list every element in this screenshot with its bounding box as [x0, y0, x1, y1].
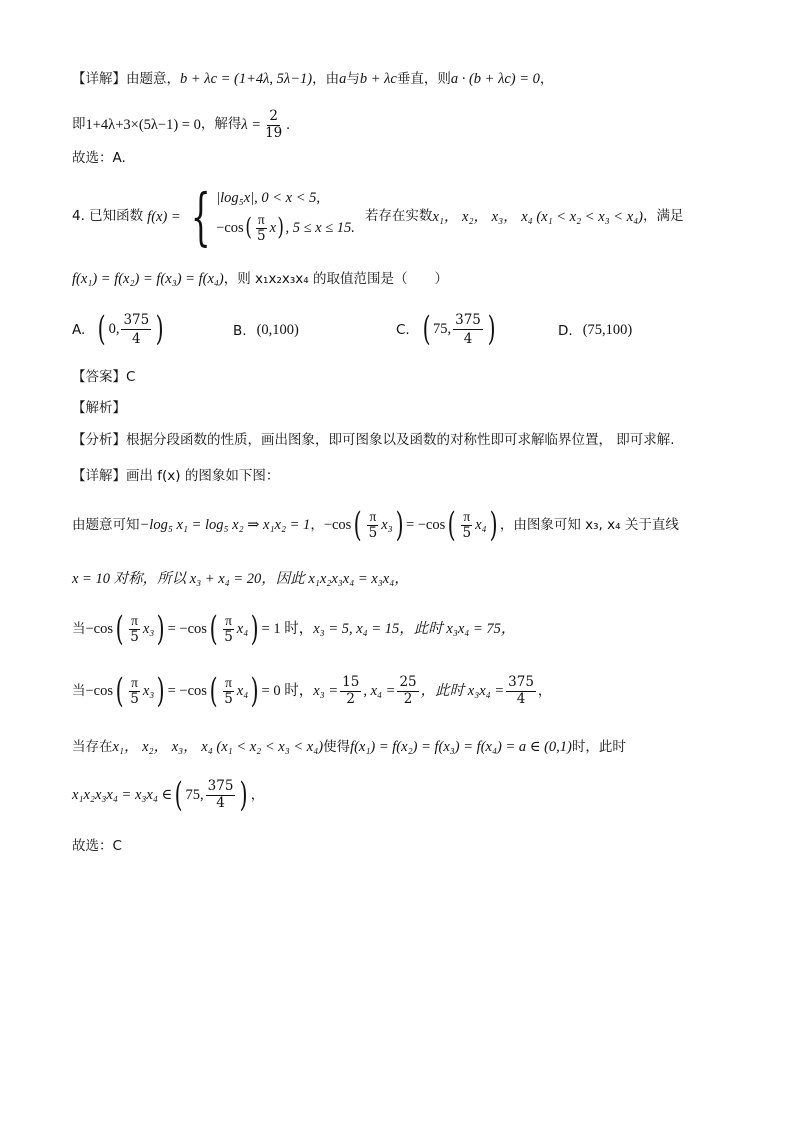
- detail-line-1: [72, 72, 553, 87]
- text: ，: [537, 682, 552, 699]
- option-d[interactable]: [558, 322, 632, 339]
- numerator: π: [131, 613, 138, 629]
- answer-line: [72, 371, 135, 385]
- text: ，由图象可知 x₃, x₄ 关于直线: [499, 516, 679, 533]
- question-4-cont: [72, 272, 448, 287]
- denominator: 4: [216, 794, 225, 811]
- paren: (: [447, 505, 456, 545]
- denominator: 2: [346, 690, 356, 707]
- dot-product-equation: a · (b + λc) = 0: [450, 71, 540, 87]
- detail-label: 【详解】由题意，: [72, 70, 180, 87]
- analysis-text: 【解析】: [72, 400, 126, 416]
- paren: ): [157, 609, 165, 649]
- text: 当: [72, 682, 86, 699]
- paren: (: [115, 609, 124, 649]
- numerator: 375: [508, 674, 534, 691]
- text: 当存在: [72, 738, 113, 755]
- detail2-line: [72, 470, 279, 484]
- fraction: [340, 676, 361, 706]
- choice-text: 故选：A.: [72, 150, 126, 166]
- piecewise-cases: [216, 191, 355, 244]
- function-name: f(x) =: [147, 208, 181, 225]
- paren: ): [489, 505, 498, 545]
- text: 垂直，则: [396, 70, 451, 87]
- text: ，满足: [643, 208, 684, 225]
- pi-over-5: [367, 510, 380, 540]
- variable: x: [269, 220, 277, 236]
- numerator: π: [131, 675, 138, 691]
- paren: ): [395, 505, 404, 545]
- paren: (: [209, 609, 218, 649]
- text: , x₄ =: [363, 683, 396, 700]
- denominator: 5: [462, 524, 472, 541]
- paren: ): [250, 671, 259, 711]
- variables: x₁， x₂， x₃， x₄ (x₁ < x₂ < x₃ < x₄): [432, 208, 644, 225]
- pi-over-5: [222, 676, 235, 706]
- text: 由题意可知: [72, 516, 140, 533]
- variable: x₄: [236, 621, 249, 638]
- denominator: 4: [463, 331, 473, 347]
- solution-line-3: [72, 609, 516, 649]
- solution-line-4: [72, 671, 552, 711]
- text: = −cos: [167, 683, 207, 700]
- variables: x₁， x₂， x₃， x₄ (x₁ < x₂ < x₃ < x₄): [112, 739, 324, 755]
- denominator: 5: [257, 227, 266, 244]
- paren: (: [174, 775, 183, 815]
- variable: x₄: [475, 517, 487, 534]
- text: −cos: [85, 683, 114, 700]
- question-label: 4. 已知函数: [72, 208, 144, 225]
- detail-line-2: [72, 110, 290, 140]
- text: 时，此时: [571, 738, 626, 755]
- pi-over-5: [255, 213, 268, 243]
- option-c[interactable]: [396, 309, 498, 350]
- denominator: 2: [403, 690, 413, 707]
- variable: x₄: [236, 683, 249, 700]
- text: 即: [72, 116, 86, 133]
- vector-sum: b + λc: [359, 71, 397, 87]
- option-value: (75,100): [582, 322, 633, 338]
- analysis-heading: [72, 402, 126, 416]
- variable: x₃: [142, 621, 155, 638]
- text: ，由: [312, 70, 340, 87]
- solution-line-2: [72, 572, 409, 587]
- equation: 1+4λ+3×(5λ−1) = 0: [85, 116, 201, 133]
- text: x₃ = 5, x₄ = 15，此时 x₃x₄ = 75，: [313, 621, 516, 638]
- paren: ): [240, 775, 249, 815]
- option-label: C.: [396, 321, 410, 338]
- paren: (: [353, 505, 362, 545]
- case-2: [216, 213, 355, 243]
- option-value: (0,100): [256, 322, 299, 338]
- paren: (: [209, 671, 218, 711]
- pi-over-5: [222, 614, 235, 644]
- case-1: |log₅x|, 0 < x < 5,: [216, 189, 321, 206]
- text: −cos: [216, 220, 244, 236]
- denominator: 19: [265, 124, 283, 141]
- answer-text: 【答案】C: [72, 369, 136, 385]
- text: = 0 时，: [261, 683, 314, 700]
- text: 75,: [185, 787, 204, 804]
- text: −cos: [323, 517, 352, 534]
- equation: f(x₁) = f(x₂) = f(x₃) = f(x₄) = a ∈ (0,1): [350, 739, 572, 755]
- text: .: [286, 116, 290, 133]
- text: ，: [310, 516, 324, 533]
- text: ，此时 x₃x₄ =: [420, 683, 505, 700]
- choose-line-2: [72, 840, 122, 854]
- variable: x₃: [381, 517, 393, 534]
- text: = −cos: [167, 621, 207, 638]
- text: 当: [72, 620, 86, 637]
- denominator: 5: [130, 690, 139, 707]
- paren: (: [97, 309, 106, 350]
- text: 使得: [323, 738, 351, 755]
- fraction: [506, 676, 536, 706]
- detail2-text: 【详解】画出 f(x) 的图象如下图：: [72, 468, 280, 484]
- brace-symbol: {: [190, 180, 211, 253]
- text: 75,: [432, 321, 452, 337]
- solution-line-5: [72, 740, 626, 755]
- fraction: [453, 312, 483, 347]
- numerator: 15: [342, 674, 360, 691]
- choose-line-1: [72, 152, 126, 166]
- numerator: π: [463, 509, 471, 525]
- numerator: 375: [207, 778, 234, 795]
- lambda-fraction: [263, 110, 284, 140]
- numerator: 2: [269, 108, 278, 124]
- pi-over-5: [461, 510, 474, 540]
- fraction: [397, 676, 418, 706]
- text: ，: [539, 70, 554, 87]
- text: x₁x₂x₃x₄ = x₃x₄ ∈: [72, 787, 173, 804]
- fenxi-text: 【分析】根据分段函数的性质，画出图象，即可图象以及函数的对称性即可求解临界位置， 即可求解.: [72, 432, 675, 448]
- text: = −cos: [405, 517, 446, 534]
- question-4: [72, 180, 684, 253]
- paren: (: [115, 671, 124, 711]
- denominator: 5: [224, 628, 233, 645]
- option-label: A.: [72, 321, 86, 338]
- paren: ): [250, 609, 259, 649]
- pi-over-5: [128, 676, 141, 706]
- option-label: D.: [558, 322, 573, 339]
- denominator: 4: [132, 331, 141, 347]
- vector-a: a: [339, 71, 347, 87]
- solution-line-1: [72, 505, 679, 545]
- paren: (: [245, 213, 252, 242]
- variable: x₃: [142, 683, 155, 700]
- text: x₃ =: [313, 683, 339, 700]
- denominator: 5: [224, 690, 233, 707]
- text: 若存在实数: [364, 208, 433, 225]
- option-a[interactable]: [72, 309, 166, 350]
- equation: f(x₁) = f(x₂) = f(x₃) = f(x₄): [72, 271, 224, 287]
- numerator: π: [225, 675, 232, 691]
- option-label: B.: [233, 322, 247, 339]
- denominator: 5: [130, 628, 139, 645]
- paren: (: [422, 309, 431, 350]
- numerator: 25: [399, 674, 417, 691]
- text: , 5 ≤ x ≤ 15.: [285, 220, 355, 236]
- fenxi-line: [72, 434, 675, 448]
- numerator: 375: [455, 312, 481, 328]
- numerator: π: [369, 509, 377, 525]
- denominator: 5: [368, 524, 378, 541]
- fraction: [121, 312, 151, 347]
- denominator: 4: [516, 690, 526, 707]
- fraction: [206, 780, 236, 810]
- text: = 1 时，: [261, 621, 314, 638]
- equation-text: x = 10 对称，所以 x₃ + x₄ = 20，因此 x₁x₂x₃x₄ = x₃x₄，: [72, 571, 409, 587]
- numerator: π: [225, 613, 232, 629]
- lambda-label: λ =: [241, 116, 262, 133]
- paren: ): [155, 309, 164, 350]
- numerator: 375: [123, 312, 150, 328]
- solution-line-6: [72, 775, 265, 815]
- pi-over-5: [128, 614, 141, 644]
- paren: ): [157, 671, 165, 711]
- paren: ): [487, 309, 496, 350]
- text: ，: [250, 786, 265, 803]
- text: 0,: [108, 321, 120, 337]
- text: 与: [346, 70, 360, 87]
- paren: ): [277, 213, 285, 242]
- text: ，则 x₁x₂x₃x₄ 的取值范围是（ ）: [223, 270, 448, 287]
- equation: −log₅ x₁ = log₅ x₂ ⇒ x₁x₂ = 1: [139, 517, 311, 534]
- numerator: π: [257, 212, 265, 228]
- text: ，解得: [200, 116, 242, 133]
- vector-equation: b + λc = (1+4λ, 5λ−1): [180, 71, 313, 87]
- choice-text: 故选：C: [72, 838, 122, 854]
- text: −cos: [85, 621, 114, 638]
- option-b[interactable]: [233, 322, 299, 339]
